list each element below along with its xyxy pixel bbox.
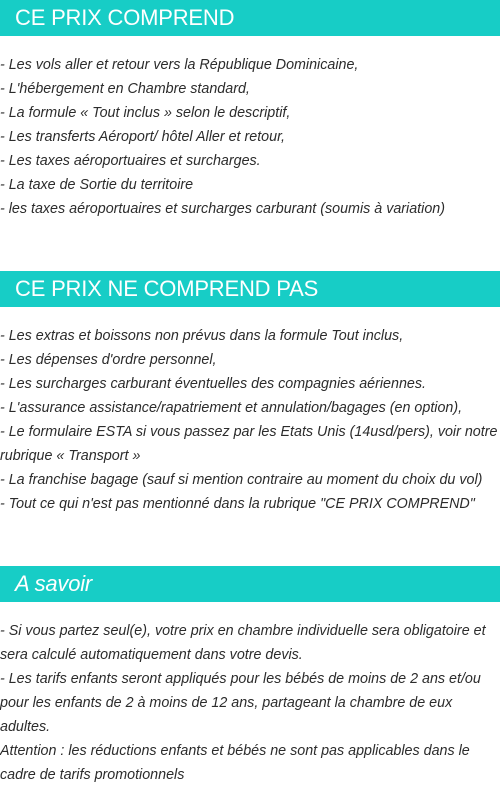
included-items-list <box>0 53 500 221</box>
list-item: - Les dépenses d'ordre personnel, <box>0 352 217 368</box>
list-item: - Les vols aller et retour vers la République Dominicaine, <box>0 57 359 73</box>
list-item: - Les taxes aéroportuaires et surcharges. <box>0 153 261 169</box>
section-title-prix-ne-comprend-pas: CE PRIX NE COMPREND PAS <box>0 271 500 307</box>
list-item: - La franchise bagage (sauf si mention contraire au moment du choix du vol) <box>0 472 483 488</box>
list-item: - Si vous partez seul(e), votre prix en chambre individuelle sera obligatoire et sera calculé automatiquement dans votre devis. <box>0 623 486 663</box>
list-item: - Les transferts Aéroport/ hôtel Aller et retour, <box>0 129 286 145</box>
list-item: - La taxe de Sortie du territoire <box>0 177 194 193</box>
list-item: - Tout ce qui n'est pas mentionné dans la rubrique "CE PRIX COMPREND" <box>0 496 475 512</box>
section-title-prix-comprend: CE PRIX COMPREND <box>0 0 500 36</box>
excluded-items-list <box>0 324 500 516</box>
list-item: - Le formulaire ESTA si vous passez par les Etats Unis (14usd/pers), voir notre rubrique « Transport » <box>0 424 498 464</box>
list-item: - Les surcharges carburant éventuelles des compagnies aériennes. <box>0 376 426 392</box>
list-item: - L'assurance assistance/rapatriement et annulation/bagages (en option), <box>0 400 463 416</box>
list-item: - Les tarifs enfants seront appliqués pour les bébés de moins de 2 ans et/ou pour les enfants de 2 à moins de 12 ans, partageant la chambre de eux adultes. <box>0 671 481 735</box>
list-item: - Les extras et boissons non prévus dans la formule Tout inclus, <box>0 328 404 344</box>
list-item: - L'hébergement en Chambre standard, <box>0 81 250 97</box>
list-item: - les taxes aéroportuaires et surcharges carburant (soumis à variation) <box>0 201 445 217</box>
info-items-list <box>0 619 500 787</box>
section-title-a-savoir: A savoir <box>0 566 500 602</box>
list-item: - La formule « Tout inclus » selon le descriptif, <box>0 105 291 121</box>
list-item: Attention : les réductions enfants et bébés ne sont pas applicables dans le cadre de tarifs promotionnels <box>0 743 470 783</box>
